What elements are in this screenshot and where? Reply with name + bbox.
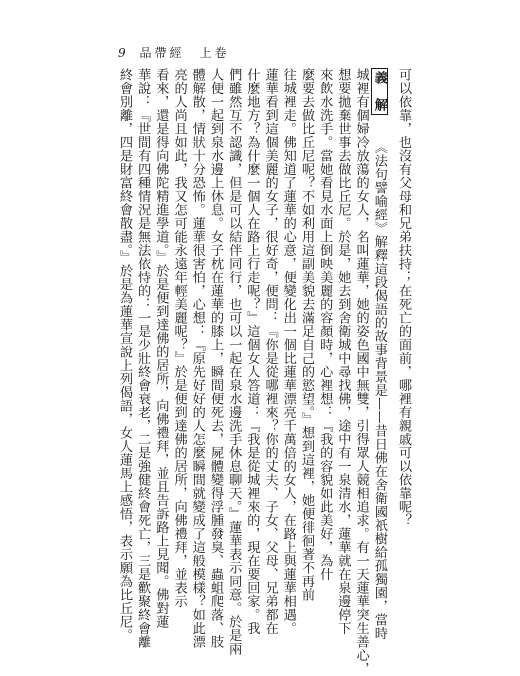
commentary-column: 往城裡走。佛知道了蓮華的心意，便變化出一個比蓮華漂亮千萬倍的女人，在路上與蓮華相遇。 bbox=[280, 68, 296, 635]
book-title: 品帶經 上卷 bbox=[139, 46, 230, 60]
commentary-column: 華說：『世間有四種情況是無法依恃的：一是少壯終會衰老，二是強健終會死亡，三是歡聚終會離 bbox=[135, 68, 151, 649]
commentary-column: 蓮華看到這個美麗的女子，很好奇，便問：『你是從哪裡來？你的丈夫、子女、父母、兄弟都在 bbox=[262, 68, 278, 635]
commentary-column: 想要拋棄世事去做比丘尼。於是，她去到舍衛城中尋找佛，途中有一泉清水，蓮華就在泉邊停下 bbox=[335, 68, 351, 635]
commentary-column: 終會別離，四是財富終會散盡。』於是為蓮華宣說上列偈語，女人蓮馬上感悟，表示願為比丘尼。 bbox=[116, 68, 132, 642]
commentary-column: 麼要去做比丘尼呢？不如利用這副美貌去滿足自己的慾望。』想到這裡，她便徘徊著不再前 bbox=[298, 68, 314, 602]
commentary-label: 義 解 bbox=[371, 68, 388, 115]
commentary-column: 看來，還是得向佛陀精進學道。』於是便到達佛的居所，向佛禮拜，並且告訴路上見聞。佛對蓮 bbox=[153, 68, 169, 629]
commentary-column: 《法句譬喻經》解釋這段偈語的故事背景是——昔日佛在舍衛國祇樹給孤獨園，當時 bbox=[371, 140, 387, 640]
commentary-column: 什麼地方？為什麼一個人在路上行走呢？』這個女人答道：『我是從城裡來的，現在要回家。我 bbox=[244, 68, 260, 635]
verse-line: 可以依靠，也沒有父母和兄弟扶持；在死亡的面前，哪裡有親戚可以依靠呢？ bbox=[396, 68, 411, 527]
commentary-column: 們雖然互不認識，但是可以結伴同行，也可以一起在泉水邊洗手休息聊天。』蓮華表示同意。於是兩 bbox=[226, 68, 242, 656]
commentary-column: 亮的人尚且如此，我又怎可能永遠年輕美麗呢？』於是便到達佛的居所，向佛禮拜，並表示 bbox=[171, 68, 187, 608]
commentary-column: 人便一起到泉水邊上休息。女子枕在蓮華的膝上，瞬間便死去，屍體變得浮腫發臭、蟲蛆爬落、肢 bbox=[207, 68, 223, 649]
commentary-column: 體解散，情狀十分恐怖。蓮華很害怕，心想：『原先好好的人怎麼瞬間就變成了這般模樣？如此漂 bbox=[189, 68, 205, 649]
column-gap bbox=[388, 68, 394, 460]
commentary-column: 城裡有個婦冷放蕩的女人，名叫蓮華，她的姿色國中無雙，引得眾人競相追求。有一天蓮華突生善心， bbox=[353, 68, 369, 676]
commentary-heading bbox=[370, 68, 388, 640]
commentary-column: 來飲水洗手。當她看見水面上倒映美麗的容顏時，心裡想：『我的容貌如此美好，為什 bbox=[317, 68, 333, 581]
page-number: 9 bbox=[118, 46, 127, 60]
page-header bbox=[118, 44, 229, 61]
vertical-text-body bbox=[112, 68, 412, 676]
